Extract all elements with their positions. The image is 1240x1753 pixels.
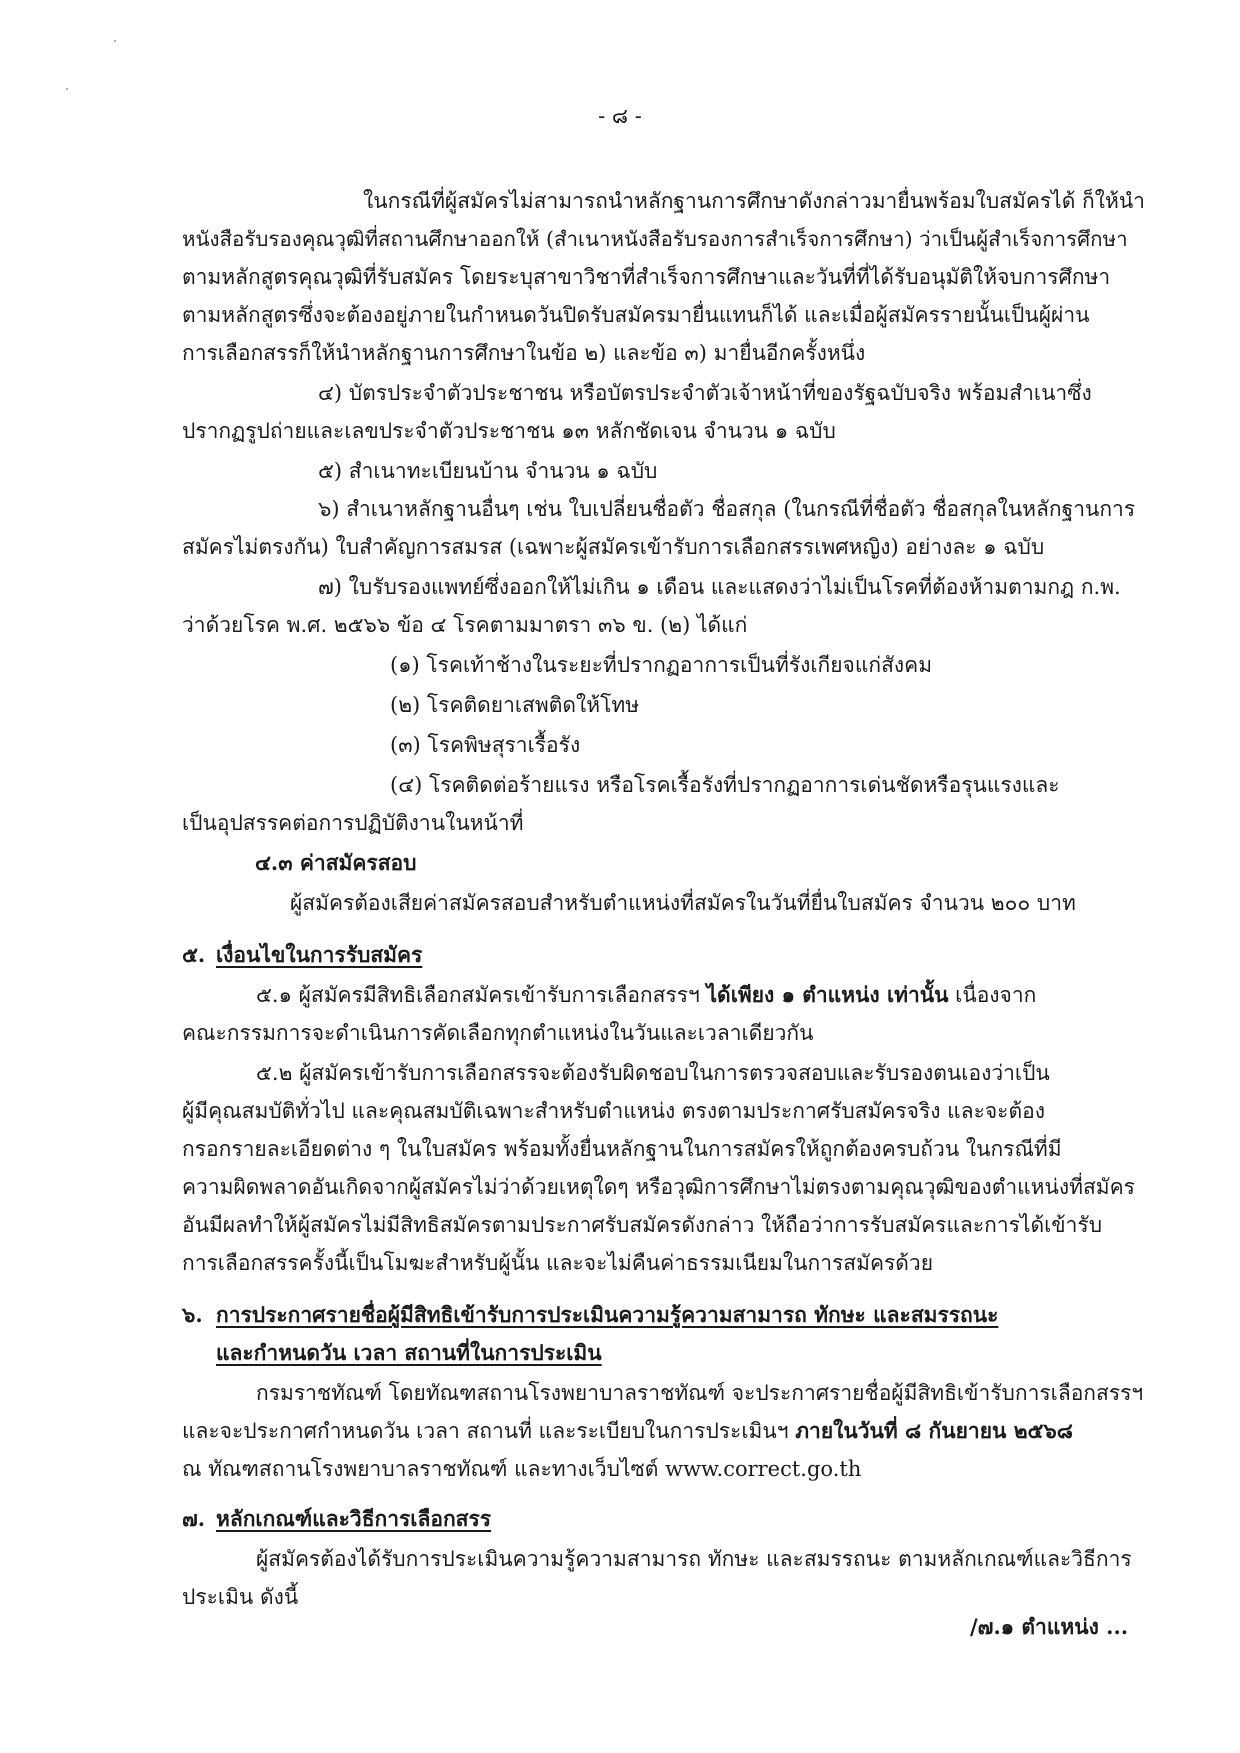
- page-number: - ๘ -: [598, 104, 642, 128]
- section-4-3-heading: ๔.๓ ค่าสมัครสอบ: [255, 850, 417, 875]
- disease-item-4: (๔) โรคติดต่อร้ายแรง หรือโรคเรื้อรังที่ปรากฏอาการเด่นชัดหรือรุนแรงและ: [390, 773, 1060, 797]
- scan-speck: [66, 88, 68, 90]
- section-5-2-line: ความผิดพลาดอันเกิดจากผู้สมัครไม่ว่าด้วยเหตุใดๆ หรือวุฒิการศึกษาไม่ตรงตามคุณวุฒิของตำแหน่งที่สมัคร: [182, 1175, 1135, 1199]
- section-6-body-line: [182, 1416, 1073, 1446]
- list-item-6-cont: สมัครไม่ตรงกัน) ใบสำคัญการสมรส (เฉพาะผู้สมัครเข้ารับการเลือกสรรเพศหญิง) อย่างละ ๑ ฉบับ: [182, 535, 1045, 559]
- section-7-body-cont: ประเมิน ดังนี้: [182, 1585, 299, 1609]
- section-5-1-text: ๕.๑ ผู้สมัครมีสิทธิเลือกสมัครเข้ารับการเลือกสรรฯ: [256, 983, 707, 1007]
- paragraph-line: หนังสือรับรองคุณวุฒิที่สถานศึกษาออกให้ (สำเนาหนังสือรับรองการสำเร็จการศึกษา) ว่าเป็นผู้สำเร็จการศึกษา: [182, 227, 1128, 251]
- section-6-heading: การประกาศรายชื่อผู้มีสิทธิเข้ารับการประเมินความรู้ความสามารถ ทักษะ และสมรรถนะ: [216, 1302, 999, 1327]
- section-6-deadline: ภายในวันที่ ๘ กันยายน ๒๕๖๘: [795, 1418, 1073, 1443]
- section-5-1-emphasis: ได้เพียง ๑ ตำแหน่ง เท่านั้น: [706, 982, 949, 1007]
- paragraph-line: การเลือกสรรก็ให้นำหลักฐานการศึกษาในข้อ ๒) และข้อ ๓) มายื่นอีกครั้งหนึ่ง: [182, 341, 866, 365]
- section-5-1-text-end: เนื่องจาก: [948, 983, 1037, 1007]
- list-item-4-cont: ปรากฏรูปถ่ายและเลขประจำตัวประชาชน ๑๓ หลักชัดเจน จำนวน ๑ ฉบับ: [182, 419, 836, 443]
- section-7-body: ผู้สมัครต้องได้รับการประเมินความรู้ความสามารถ ทักษะ และสมรรถนะ ตามหลักเกณฑ์และวิธีการ: [256, 1547, 1132, 1571]
- section-5-2-line: กรอกรายละเอียดต่าง ๆ ในใบสมัคร พร้อมทั้งยื่นหลักฐานในการสมัครให้ถูกต้องครบถ้วน ในกรณีที่มี: [182, 1137, 1062, 1161]
- paragraph-line: ตามหลักสูตรคุณวุฒิที่รับสมัคร โดยระบุสาขาวิชาที่สำเร็จการศึกษาและวันที่ที่ได้รับอนุมัติให้จบการศึกษา: [182, 265, 1111, 289]
- section-4-3-body: ผู้สมัครต้องเสียค่าสมัครสอบสำหรับตำแหน่งที่สมัครในวันที่ยื่นใบสมัคร จำนวน ๒๐๐ บาท: [290, 891, 1076, 915]
- section-5-2-line: ผู้มีคุณสมบัติทั่วไป และคุณสมบัติเฉพาะสำหรับตำแหน่ง ตรงตามประกาศรับสมัครจริง และจะต้อง: [182, 1099, 1045, 1123]
- disease-item-2: (๒) โรคติดยาเสพติดให้โทษ: [390, 693, 640, 717]
- section-6-text: และจะประกาศกำหนดวัน เวลา สถานที่ และระเบียบในการประเมินฯ: [182, 1419, 796, 1443]
- disease-item-4-cont: เป็นอุปสรรคต่อการปฏิบัติงานในหน้าที่: [182, 811, 524, 835]
- disease-item-3: (๓) โรคพิษสุราเรื้อรัง: [390, 733, 581, 757]
- list-item-7-cont: ว่าด้วยโรค พ.ศ. ๒๕๖๖ ข้อ ๔ โรคตามมาตรา ๓๖ ข. (๒) ได้แก่: [182, 613, 748, 637]
- section-5-2-line: ๕.๒ ผู้สมัครเข้ารับการเลือกสรรจะต้องรับผิดชอบในการตรวจสอบและรับรองตนเองว่าเป็น: [256, 1061, 1050, 1085]
- continuation-footer: /๗.๑ ตำแหน่ง ...: [970, 1614, 1129, 1639]
- list-item-6: ๖) สำเนาหลักฐานอื่นๆ เช่น ใบเปลี่ยนชื่อตัว ชื่อสกุล (ในกรณีที่ชื่อตัว ชื่อสกุลในหลักฐานการ: [318, 497, 1136, 521]
- paragraph-line: ในกรณีที่ผู้สมัครไม่สามารถนำหลักฐานการศึกษาดังกล่าวมายื่นพร้อมใบสมัครได้ ก็ให้นำ: [363, 189, 1145, 213]
- section-5-2-line: การเลือกสรรครั้งนี้เป็นโมฆะสำหรับผู้นั้น และจะไม่คืนค่าธรรมเนียมในการสมัครด้วย: [182, 1251, 934, 1275]
- list-item-7: ๗) ใบรับรองแพทย์ซึ่งออกให้ไม่เกิน ๑ เดือน และแสดงว่าไม่เป็นโรคที่ต้องห้ามตามกฎ ก.พ.: [318, 575, 1121, 599]
- paragraph-line: ตามหลักสูตรซึ่งจะต้องอยู่ภายในกำหนดวันปิดรับสมัครมายื่นแทนก็ได้ และเมื่อผู้สมัครรายนั้นเป็นผู้ผ่าน: [182, 303, 1090, 327]
- list-item-4: ๔) บัตรประจำตัวประชาชน หรือบัตรประจำตัวเจ้าหน้าที่ของรัฐฉบับจริง พร้อมสำเนาซึ่ง: [318, 381, 1092, 405]
- section-6-heading-cont: และกำหนดวัน เวลา สถานที่ในการประเมิน: [216, 1340, 602, 1365]
- section-7-number: ๗.: [182, 1506, 206, 1531]
- section-5-1-line: [256, 980, 1036, 1010]
- list-item-5: ๕) สำเนาทะเบียนบ้าน จำนวน ๑ ฉบับ: [318, 459, 658, 483]
- section-5-heading: เงื่อนไขในการรับสมัคร: [216, 942, 423, 967]
- section-7-heading: หลักเกณฑ์และวิธีการเลือกสรร: [216, 1506, 492, 1531]
- section-5-number: ๕.: [182, 942, 206, 967]
- section-6-body: กรมราชทัณฑ์ โดยทัณฑสถานโรงพยาบาลราชทัณฑ์ จะประกาศรายชื่อผู้มีสิทธิเข้ารับการเลือกสรรฯ: [256, 1381, 1144, 1405]
- section-5-1-cont: คณะกรรมการจะดำเนินการคัดเลือกทุกตำแหน่งในวันและเวลาเดียวกัน: [182, 1021, 814, 1045]
- disease-item-1: (๑) โรคเท้าช้างในระยะที่ปรากฏอาการเป็นที่รังเกียจแก่สังคม: [390, 653, 933, 677]
- section-5-2-line: อันมีผลทำให้ผู้สมัครไม่มีสิทธิสมัครตามประกาศรับสมัครดังกล่าว ให้ถือว่าการรับสมัครและการได้เข้ารับ: [182, 1213, 1103, 1237]
- scan-speck: [114, 40, 116, 42]
- section-6-body-end: ณ ทัณฑสถานโรงพยาบาลราชทัณฑ์ และทางเว็บไซต์ www.correct.go.th: [182, 1457, 862, 1481]
- section-6-number: ๖.: [182, 1302, 203, 1327]
